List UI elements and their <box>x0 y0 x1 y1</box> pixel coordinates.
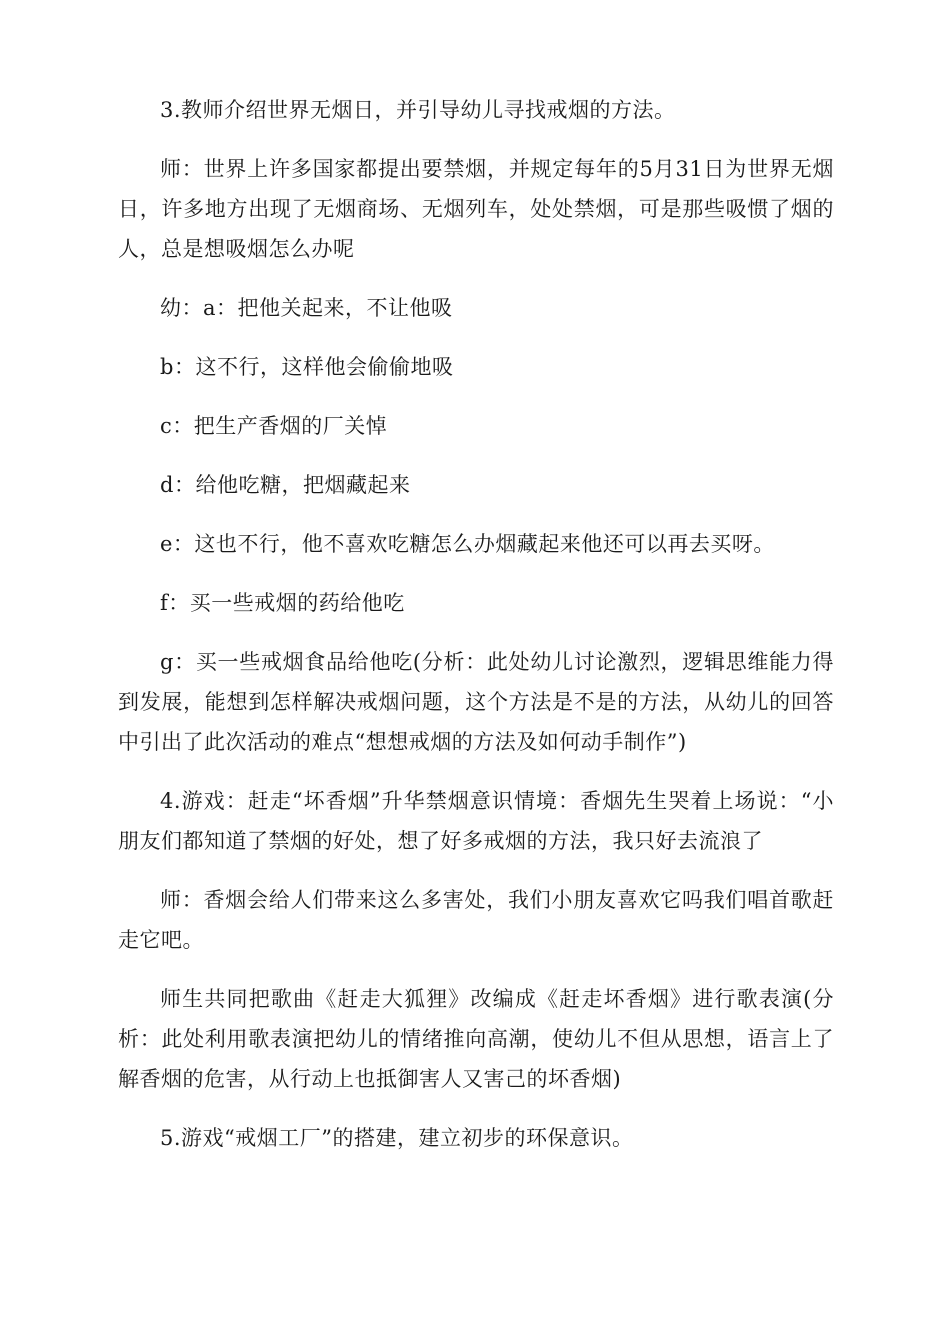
paragraph-teacher-song: 师：香烟会给人们带来这么多害处，我们小朋友喜欢它吗我们唱首歌赶走它吧。 <box>118 888 834 952</box>
paragraph-child-answer-c: c：把生产香烟的厂关悼 <box>160 414 388 438</box>
paragraph-teacher-intro: 师：世界上许多国家都提出要禁烟，并规定每年的5月31日为世界无烟日，许多地方出现了无烟商场、无烟列车，处处禁烟，可是那些吸惯了烟的人，总是想吸烟怎么办呢 <box>118 157 834 261</box>
paragraph-child-answer-f: f：买一些戒烟的药给他吃 <box>160 591 405 615</box>
paragraph-child-answer-d: d：给他吃糖，把烟藏起来 <box>160 473 411 497</box>
paragraph-section-4-game: 4.游戏：赶走“坏香烟”升华禁烟意识情境：香烟先生哭着上场说：“小朋友们都知道了禁烟的好处，想了好多戒烟的方法，我只好去流浪了 <box>118 789 834 853</box>
paragraph-child-answer-b: b：这不行，这样他会偷偷地吸 <box>160 355 454 379</box>
paragraph-section-5-heading: 5.游戏“戒烟工厂”的搭建，建立初步的环保意识。 <box>160 1126 634 1150</box>
paragraph-child-answer-e: e：这也不行，他不喜欢吃糖怎么办烟藏起来他还可以再去买呀。 <box>160 532 775 556</box>
paragraph-song-performance: 师生共同把歌曲《赶走大狐狸》改编成《赶走坏香烟》进行歌表演(分析：此处利用歌表演把幼儿的情绪推向高潮，使幼儿不但从思想，语言上了解香烟的危害，从行动上也抵御害人又害己的坏香烟) <box>118 987 834 1091</box>
paragraph-child-answer-g: g：买一些戒烟食品给他吃(分析：此处幼儿讨论激烈，逻辑思维能力得到发展，能想到怎样解决戒烟问题，这个方法是不是的方法，从幼儿的回答中引出了此次活动的难点“想想戒烟的方法及如何动手制作”) <box>118 650 834 754</box>
document-body <box>118 90 834 1177</box>
paragraph-section-3-heading: 3.教师介绍世界无烟日，并引导幼儿寻找戒烟的方法。 <box>160 98 676 122</box>
paragraph-child-answer-a: 幼：a：把他关起来，不让他吸 <box>160 296 453 320</box>
